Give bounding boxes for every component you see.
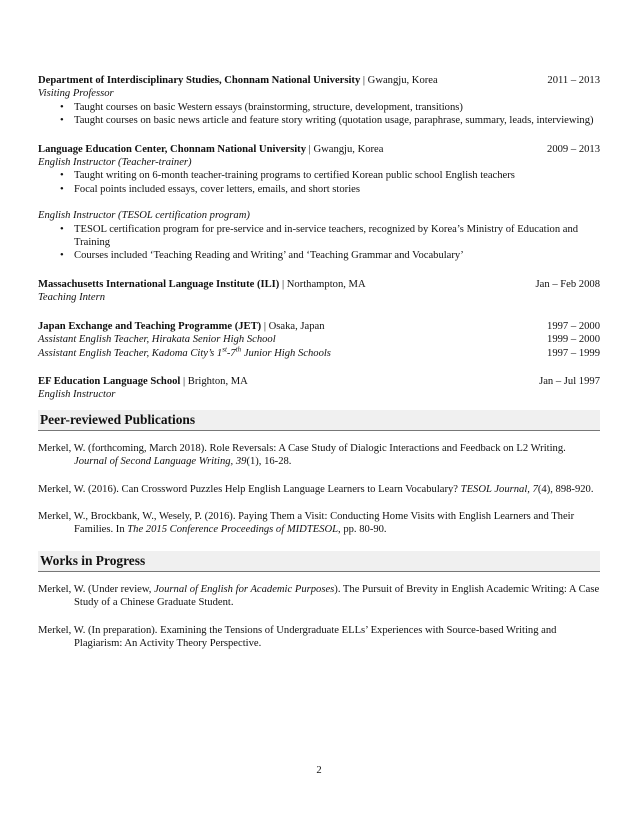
bullet-item: • Taught courses on basic Western essays (brainstorming, structure, development, transitions) — [38, 101, 600, 114]
citation-text: Merkel, W. (forthcoming, March 2018). Role Reversals: A Case Study of Dialogic Interactions and Feedback on L2 Writing. — [38, 442, 566, 454]
entry-dates: 2009 – 2013 — [547, 143, 600, 155]
publication-entry — [38, 442, 600, 469]
citation-text: (4), 898-920. — [537, 483, 594, 495]
entry-header — [38, 278, 600, 291]
citation-text: ). The Pursuit of Brevity in English Academic Writing: A Case Study of a Chinese Graduate Student. — [74, 583, 600, 609]
org-location: | Gwangju, Korea — [362, 75, 438, 86]
entry-header — [38, 320, 600, 333]
role-dates: 1999 – 2000 — [547, 334, 600, 346]
entry-dates: 1997 – 2000 — [547, 320, 600, 332]
org-location: | Brighton, MA — [183, 375, 248, 387]
entry-dates: Jan – Feb 2008 — [535, 278, 600, 290]
job-title: English Instructor (Teacher-trainer) — [38, 157, 192, 169]
ordinal-suffix: th — [235, 344, 242, 353]
job-title: English Instructor — [38, 389, 116, 401]
experience-entry — [38, 74, 600, 128]
job-title-part: Assistant English Teacher, Kadoma City’s 1 — [38, 347, 223, 359]
experience-entry — [38, 375, 600, 402]
role-row — [38, 344, 600, 360]
entry-header — [38, 74, 600, 87]
citation-text: Merkel, W. (Under review, — [38, 583, 155, 595]
resume-page — [38, 74, 600, 664]
job-title: Teaching Intern — [38, 292, 105, 304]
work-entry — [38, 624, 600, 651]
citation-source: The 2015 Conference Proceedings of MIDTESOL — [127, 524, 339, 536]
citation-text: Merkel, W. (In preparation). Examining the Tensions of Undergraduate ELLs’ Experiences with Source-based Writing and Plagiarism: An Activity Theory Perspective. — [38, 624, 557, 649]
page-number: 2 — [316, 765, 322, 776]
bullet-item: • TESOL certification program for pre-service and in-service teachers, recognized by Korea’s Ministry of Education and Training — [38, 223, 600, 250]
bullet-item: • Courses included ‘Teaching Reading and Writing’ and ‘Teaching Grammar and Vocabulary’ — [38, 249, 600, 262]
experience-entry — [38, 278, 600, 305]
citation-text: (1), 16-28. — [246, 456, 292, 468]
org-location: | Gwangju, Korea — [308, 143, 384, 155]
experience-entry — [38, 320, 600, 360]
entry-dates: Jan – Jul 1997 — [539, 375, 600, 387]
org-name: Japan Exchange and Teaching Programme (JET) — [38, 320, 262, 332]
citation-source: Journal of English for Academic Purposes — [154, 583, 335, 595]
role-dates: 1997 – 1999 — [547, 347, 600, 359]
entry-header — [38, 375, 600, 388]
publication-entry — [38, 483, 600, 496]
citation-text: Merkel, W. (2016). Can Crossword Puzzles Help English Language Learners to Learn Vocabulary? — [38, 483, 461, 495]
job-title-part: -7 — [226, 347, 236, 359]
org-location: | Osaka, Japan — [263, 320, 325, 332]
role-row — [38, 333, 600, 346]
bullet-list — [38, 169, 600, 196]
job-title: Visiting Professor — [38, 88, 114, 100]
job-title-part: Junior High Schools — [241, 347, 331, 359]
publication-entry — [38, 510, 600, 537]
experience-entry — [38, 143, 600, 263]
bullet-item: • Focal points included essays, cover letters, emails, and short stories — [38, 183, 600, 196]
ordinal-suffix: st — [222, 344, 227, 353]
org-name: Department of Interdisciplinary Studies, Chonnam National University — [38, 75, 361, 86]
bullet-item: • Taught courses on basic news article and feature story writing (quotation usage, paraphrase, summary, leads, interviewing) — [38, 114, 600, 127]
job-title — [38, 344, 331, 360]
work-entry — [38, 583, 600, 610]
citation-source: Journal of Second Language Writing, 39 — [74, 456, 247, 468]
entry-header — [38, 143, 600, 156]
org-name: Language Education Center, Chonnam National University — [38, 143, 307, 155]
bullet-item: • Taught writing on 6-month teacher-training programs to certified Korean public school English teachers — [38, 169, 600, 182]
bullet-list — [38, 101, 600, 128]
section-heading-publications: Peer-reviewed Publications — [38, 410, 600, 431]
org-name: Massachusetts International Language Institute (ILI) — [38, 278, 280, 290]
job-title: English Instructor (TESOL certification program) — [38, 210, 250, 222]
org-name: EF Education Language School — [38, 375, 181, 387]
entry-dates: 2011 – 2013 — [547, 75, 600, 86]
citation-text: , pp. 80-90. — [338, 524, 387, 536]
bullet-list — [38, 223, 600, 263]
citation-text: Merkel, W., Brockbank, W., Wesely, P. (2016). Paying Them a Visit: Conducting Home Visits with English Learners and Their Families. In — [38, 510, 575, 536]
citation-source: TESOL Journal, 7 — [460, 483, 538, 495]
org-location: | Northampton, MA — [281, 278, 366, 290]
job-title: Assistant English Teacher, Hirakata Senior High School — [38, 334, 276, 346]
section-heading-works-in-progress: Works in Progress — [38, 551, 600, 572]
